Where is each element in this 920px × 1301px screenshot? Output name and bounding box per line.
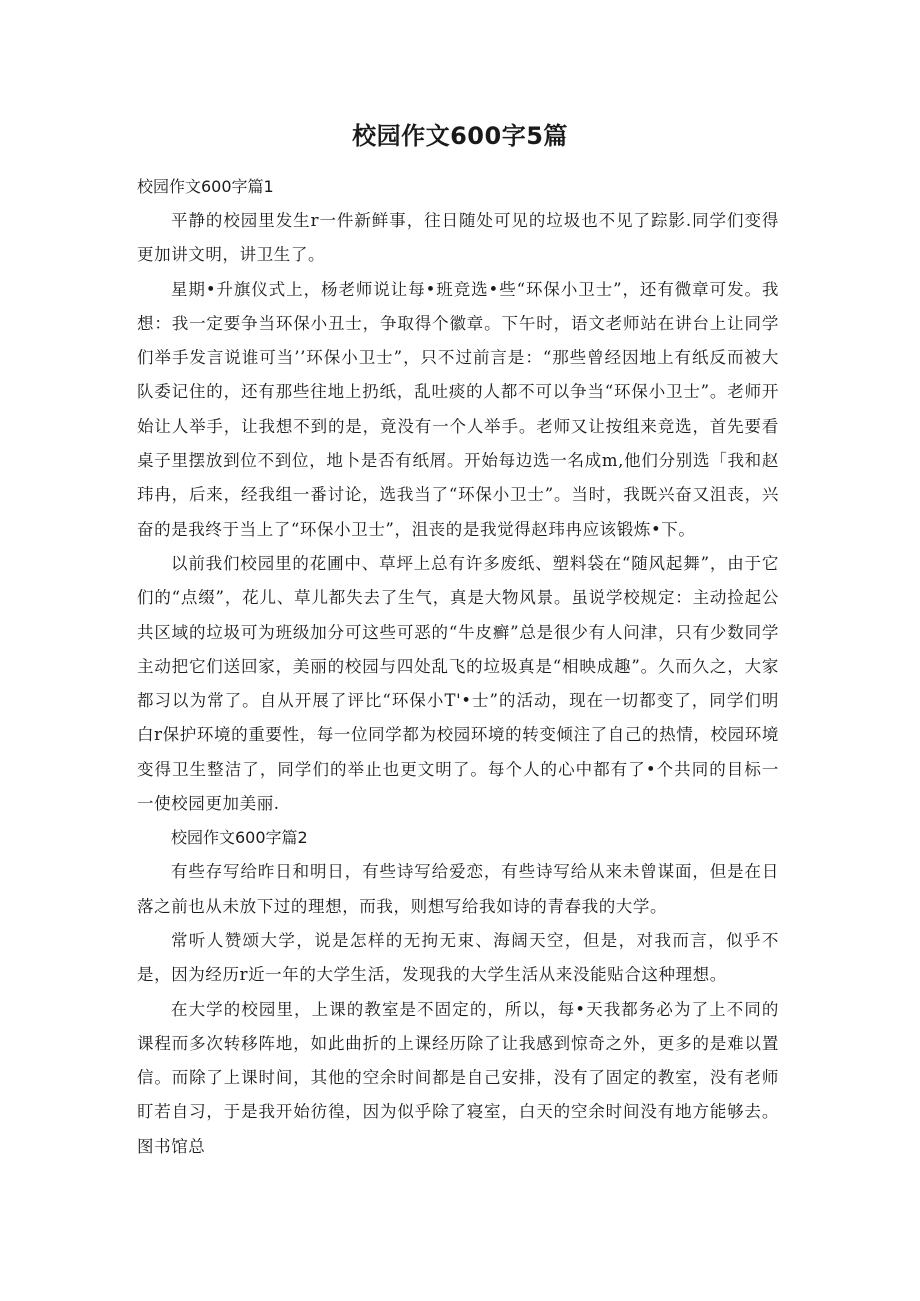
- paragraph: 星期•升旗仪式上，杨老师说让每•班竞选•些“环保小卫士”，还有微章可发。我想：我一定要争当环保小丑士，争取得个徽章。下午时，语文老师站在讲台上让同学们举手发言说谁可当’’环保小卫士”，只不过前言是：“那些曾经因地上有纸反而被大队委记住的，还有那些往地上扔纸，乱吐痰的人都不可以争当“环保小卫士”。老师开始让人举手，让我想不到的是，竟没有一个人举手。老师又让按组来竞选，首先要看桌子里摆放到位不到位，地卜是否有纸屑。开始每边选一名成m,他们分别选「我和赵玮冉，后来，经我组一番讨论，选我当了“环保小卫士”。当时，我既兴奋又沮丧，兴奋的是我终于当上了“环保小卫士”，沮丧的是我觉得赵玮冉应该锻炼•下。: [137, 279, 779, 539]
- paragraph: 以前我们校园里的花圃中、草坪上总有许多废纸、塑料袋在“随风起舞”，由于它们的“点缀”，花儿、草儿都失去了生气，真是大物风景。虽说学校规定：主动捡起公共区域的垃圾可为班级加分可这些可恶的“牛皮癣”总是很少有人问津，只有少数同学主动把它们送回家，美丽的校园与四处乱飞的垃圾真是“相映成趣”。久而久之，大家都习以为常了。自从开展了评比“环保小T'•士”的活动，现在一切都变了，同学们明白r保护环境的重要性，每一位同学都为校园环境的转变倾注了自己的热情，校园环境变得卫生整洁了，同学们的举止也更文明了。每个人的心中都有了•个共同的目标一一使校园更加美丽.: [137, 553, 779, 814]
- section-heading-1: 校园作文600字篇1: [137, 177, 274, 196]
- section-heading-2: 校园作文600字篇2: [171, 828, 308, 848]
- paragraph: 在大学的校园里，上课的教室是不固定的，所以，每•天我都务必为了上不同的课程而多次转移阵地，如此曲折的上课经历除了让我感到惊奇之外，更多的是难以置信。而除了上课时间，其他的空余时间都是自己安排，没有了固定的教室，没有老师盯若自习，于是我开始彷徨，因为似乎除了寝室，白天的空余时间没有地方能够去。图书馆总: [137, 999, 779, 1156]
- paragraph: 平静的校园里发生r一件新鲜事，往日随处可见的垃圾也不见了踪影.同学们变得更加讲文明，讲卫生了。: [137, 211, 779, 265]
- paragraph: 有些存写给昨日和明日，有些诗写给爱恋，有些诗写给从来未曾谋面，但是在日落之前也从未放下过的理想，而我，则想写给我如诗的青春我的大学。: [137, 862, 779, 916]
- document-body: [137, 170, 779, 1164]
- paragraph: 常听人赞颂大学，说是怎样的无拘无束、海阔天空，但是，对我而言，似乎不是，因为经历r近一年的大学生活，发现我的大学生活从来没能贴合这种理想。: [137, 930, 779, 985]
- document-title: 校园作文600字5篇: [352, 122, 568, 150]
